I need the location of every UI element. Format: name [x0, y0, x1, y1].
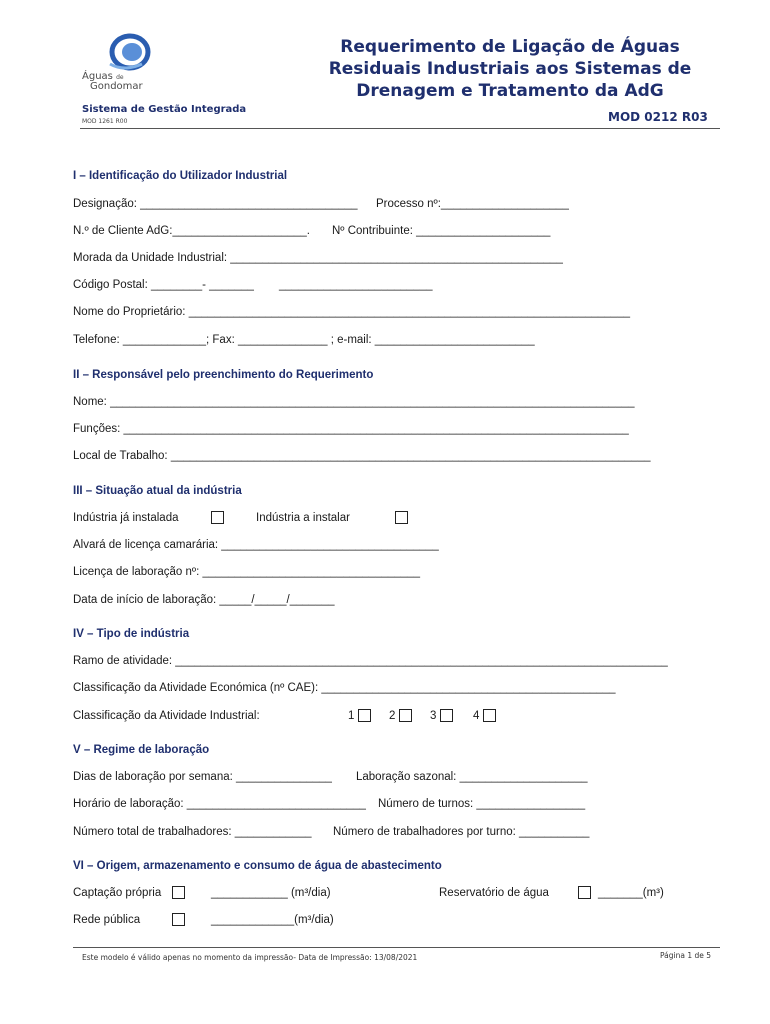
field-horario[interactable]: Horário de laboração: ____________________________: [73, 798, 366, 810]
field-telefone-fax-email[interactable]: Telefone: _____________; Fax: ______________ ; e-mail: _________________________: [73, 334, 535, 346]
field-designacao[interactable]: Designação: __________________________________: [73, 198, 358, 210]
option-4-label: 4: [473, 710, 480, 722]
option-3-label: 3: [430, 710, 437, 722]
title-line-1: Requerimento de Ligação de Águas: [340, 37, 680, 57]
logo-word-gondomar: Gondomar: [90, 81, 143, 92]
mod-code: MOD 0212 R03: [608, 110, 708, 124]
section-3-heading: III – Situação atual da indústria: [73, 485, 242, 497]
page-number: Página 1 de 5: [660, 951, 712, 960]
section-2-heading: II – Responsável pelo preenchimento do Requerimento: [73, 369, 374, 381]
title-line-3: Drenagem e Tratamento da AdG: [356, 81, 664, 101]
section-4-heading: IV – Tipo de indústria: [73, 628, 190, 640]
section-5-heading: V – Regime de laboração: [73, 744, 210, 756]
label-industria-a-instalar: Indústria a instalar: [256, 512, 350, 524]
agdg-logo: [80, 30, 160, 90]
field-numero-turnos[interactable]: Número de turnos: _________________: [378, 798, 586, 810]
field-cliente[interactable]: N.º de Cliente AdG:_____________________.: [73, 225, 310, 237]
field-nome[interactable]: Nome: __________________________________________________________________________________: [73, 396, 635, 408]
field-alvara[interactable]: Alvará de licença camarária: __________________________________: [73, 539, 439, 551]
checkbox-classe-2[interactable]: [399, 709, 412, 722]
section-1-heading: I – Identificação do Utilizador Industrial: [73, 170, 288, 182]
footer-note: Este modelo é válido apenas no momento da impressão- Data de Impressão: 13/08/2021: [82, 953, 418, 962]
checkbox-reservatorio[interactable]: [578, 886, 591, 899]
checkbox-industria-a-instalar[interactable]: [395, 511, 408, 524]
field-dias-laboracao[interactable]: Dias de laboração por semana: _______________: [73, 771, 332, 783]
field-laboracao-sazonal[interactable]: Laboração sazonal: ____________________: [356, 771, 588, 783]
checkbox-rede-publica[interactable]: [172, 913, 185, 926]
label-rede-publica: Rede pública: [73, 914, 141, 926]
field-captacao-volume[interactable]: ____________ (m³/dia): [211, 887, 331, 899]
checkbox-classe-4[interactable]: [483, 709, 496, 722]
field-total-trabalhadores[interactable]: Número total de trabalhadores: ____________: [73, 826, 312, 838]
checkbox-classe-3[interactable]: [440, 709, 453, 722]
field-funcoes[interactable]: Funções: _______________________________________________________________________________: [73, 423, 629, 435]
document-title: [300, 36, 720, 102]
field-local-trabalho[interactable]: Local de Trabalho: ___________________________________________________________________________: [73, 450, 651, 462]
field-trabalhadores-turno[interactable]: Número de trabalhadores por turno: ___________: [333, 826, 590, 838]
field-codigo-postal[interactable]: Código Postal: ________- _______: [73, 279, 254, 291]
field-ramo-atividade[interactable]: Ramo de atividade: _____________________________________________________________________________: [73, 655, 668, 667]
field-processo[interactable]: Processo nº:____________________: [376, 198, 569, 210]
title-line-2: Residuais Industriais aos Sistemas de: [328, 59, 692, 79]
checkbox-industria-instalada[interactable]: [211, 511, 224, 524]
field-proprietario[interactable]: Nome do Proprietário: _____________________________________________________________________: [73, 306, 630, 318]
label-reservatorio: Reservatório de água: [439, 887, 549, 899]
label-industria-instalada: Indústria já instalada: [73, 512, 179, 524]
logo-swirl-icon: [80, 30, 160, 72]
system-label: Sistema de Gestão Integrada: [82, 104, 247, 115]
logo-word-aguas: Águas: [82, 71, 113, 82]
option-1-label: 1: [348, 710, 355, 722]
header-divider: [80, 128, 720, 129]
field-rede-volume[interactable]: _____________(m³/dia): [211, 914, 334, 926]
field-cae[interactable]: Classificação da Atividade Económica (nº CAE): ______________________________________________: [73, 682, 616, 694]
section-6-heading: VI – Origem, armazenamento e consumo de água de abastecimento: [73, 860, 442, 872]
footer-divider: [73, 947, 720, 948]
field-reservatorio-volume[interactable]: _______(m³): [598, 887, 664, 899]
field-contribuinte[interactable]: Nº Contribuinte: _____________________: [332, 225, 551, 237]
checkbox-classe-1[interactable]: [358, 709, 371, 722]
field-morada[interactable]: Morada da Unidade Industrial: ____________________________________________________: [73, 252, 563, 264]
option-2-label: 2: [389, 710, 396, 722]
mod-small-code: MOD 1261 R00: [82, 118, 128, 125]
logo-word-de: de: [116, 74, 124, 81]
field-licenca-laboracao[interactable]: Licença de laboração nº: __________________________________: [73, 566, 420, 578]
field-codigo-postal-localidade[interactable]: ________________________: [279, 279, 433, 291]
field-data-inicio[interactable]: Data de início de laboração: _____/_____/_______: [73, 594, 335, 606]
label-classificacao-industrial: Classificação da Atividade Industrial:: [73, 710, 260, 722]
label-captacao-propria: Captação própria: [73, 887, 162, 899]
checkbox-captacao-propria[interactable]: [172, 886, 185, 899]
